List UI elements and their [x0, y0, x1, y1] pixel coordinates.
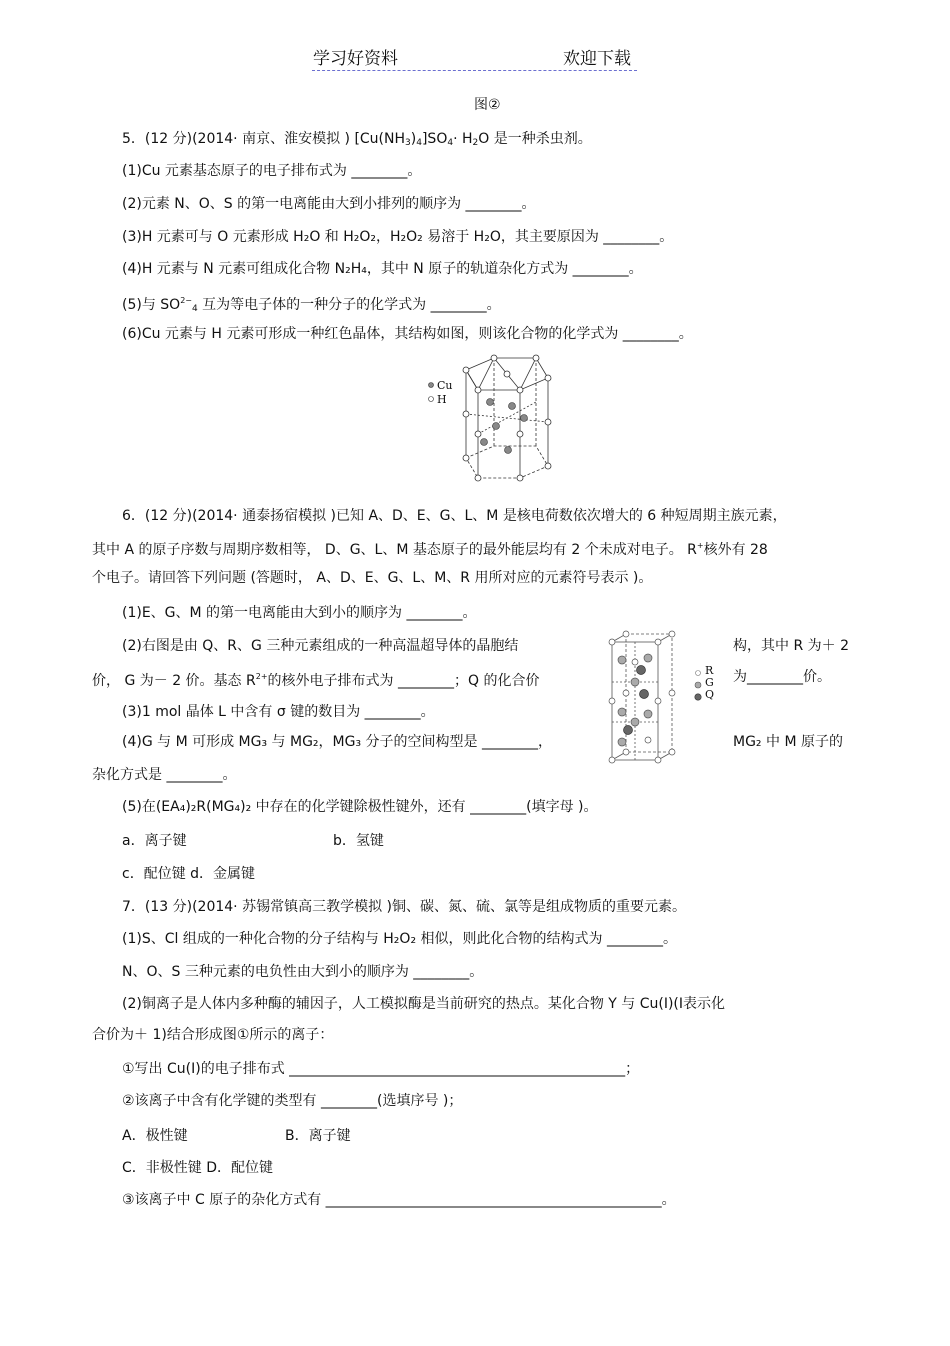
q7-option-b: B．离子键 — [285, 1128, 351, 1144]
q5-title: 5．(12 分)(2014· 南京、淮安模拟 ) $[Cu(NH_3)_4]SO_4\cdot H_2O$ 是一种杀虫剂。 — [122, 131, 592, 148]
q6-part4-line1: (4)G 与 M 可形成 MG₃ 与 MG₂，MG₃ 分子的空间构型是 ________， — [122, 734, 552, 750]
q5-part2: (2)元素 N、O、S 的第一电离能由大到小排列的顺序为 ________。 — [122, 196, 536, 212]
q6-part4-line1-right: MG₂ 中 M 原子的 — [733, 734, 843, 750]
cu-legend-label: Cu — [437, 379, 453, 392]
q6-part1: (1)E、G、M 的第一电离能由大到小的顺序为 ________。 — [122, 605, 477, 621]
superconductor-legend-markers — [693, 668, 705, 702]
q7-stem: 7．(13 分)(2014· 苏锡常镇高三教学模拟 )铜、碳、氮、硫、氯等是组成物质的重要元素。 — [122, 899, 686, 915]
q6-stem-line3: 个电子。请回答下列问题 (答题时， A、D、E、G、L、M、R 用所对应的元素符号表示 )。 — [92, 570, 653, 586]
h-legend-label: H — [437, 393, 447, 406]
q6-part2-line2-right: 为________价。 — [733, 669, 831, 685]
header-left-text: 学习好资料 — [313, 49, 398, 69]
q6-option-a: a．离子键 — [122, 833, 187, 849]
cu-h-crystal-figure — [420, 352, 560, 488]
superconductor-unit-cell-figure — [608, 630, 690, 766]
q7-sub3: ③该离子中 C 原子的杂化方式有 ________________________________________________。 — [122, 1192, 676, 1208]
q6-stem-line2: 其中 A 的原子序数与周期序数相等， D、G、L、M 基态原子的最外能层均有 2 个未成对电子。 R+核外有 28 — [92, 541, 768, 558]
q5-part6: (6)Cu 元素与 H 元素可形成一种红色晶体，其结构如图，则该化合物的化学式为 ________。 — [122, 326, 693, 342]
header-right-text: 欢迎下载 — [563, 49, 631, 69]
r-legend-label: R — [705, 664, 714, 677]
q6-option-b: b．氢键 — [333, 833, 384, 849]
q7-part2-line2: 合价为＋ 1)结合形成图①所示的离子： — [92, 1027, 334, 1043]
q6-part2-line1: (2)右图是由 Q、R、G 三种元素组成的一种高温超导体的晶胞结 — [122, 638, 519, 654]
q7-option-a: A．极性键 — [122, 1128, 188, 1144]
q6-part2-line2: 价， G 为－ 2 价。基态 $R^{2+}$的核外电子排布式为 ________；Q 的化合价 — [92, 672, 540, 689]
q7-part2-line1: (2)铜离子是人体内多种酶的辅因子，人工模拟酶是当前研究的热点。某化合物 Y 与 Cu(Ⅰ)(Ⅰ表示化 — [122, 996, 726, 1012]
q6-part2-line1-right: 构，其中 R 为＋ 2 — [733, 638, 849, 654]
q7-part1a: (1)S、Cl 组成的一种化合物的分子结构与 H₂O₂ 相似，则此化合物的结构式为 ________。 — [122, 931, 677, 947]
q7-option-cd: C．非极性键 D．配位键 — [122, 1160, 274, 1176]
q5-part5: (5)与 $SO^{2-}_4$ 互为等电子体的一种分子的化学式为 ________。 — [122, 296, 501, 314]
q7-part1b: N、O、S 三种元素的电负性由大到小的顺序为 ________。 — [122, 964, 484, 980]
q5-part3: (3)H 元素可与 O 元素形成 H₂O 和 H₂O₂，H₂O₂ 易溶于 H₂O，其主要原因为 ________。 — [122, 229, 674, 245]
g-legend-label: G — [705, 676, 714, 689]
q5-part1: (1)Cu 元素基态原子的电子排布式为 ________。 — [122, 163, 422, 179]
q7-sub2: ②该离子中含有化学键的类型有 ________(选填序号 )； — [122, 1093, 463, 1109]
q6-part3: (3)1 mol 晶体 L 中含有 σ 键的数目为 ________。 — [122, 704, 435, 720]
figure-caption: 图② — [474, 97, 501, 113]
q6-part5: (5)在(EA₄)₂R(MG₄)₂ 中存在的化学键除极性键外，还有 ________(填字母 )。 — [122, 799, 598, 815]
q-legend-label: Q — [705, 688, 715, 701]
q6-part4-line2: 杂化方式是 ________。 — [92, 767, 237, 783]
header-divider — [312, 70, 637, 71]
q6-stem-line1: 6．(12 分)(2014· 通泰扬宿模拟 )已知 A、D、E、G、L、M 是核电荷数依次增大的 6 种短周期主族元素， — [122, 508, 787, 524]
q6-option-cd: c．配位键 d．金属键 — [122, 866, 256, 882]
q5-part4: (4)H 元素与 N 元素可组成化合物 N₂H₄，其中 N 原子的轨道杂化方式为 ________。 — [122, 261, 643, 277]
q7-sub1: ①写出 Cu(Ⅰ)的电子排布式 ________________________________________________； — [122, 1061, 640, 1077]
